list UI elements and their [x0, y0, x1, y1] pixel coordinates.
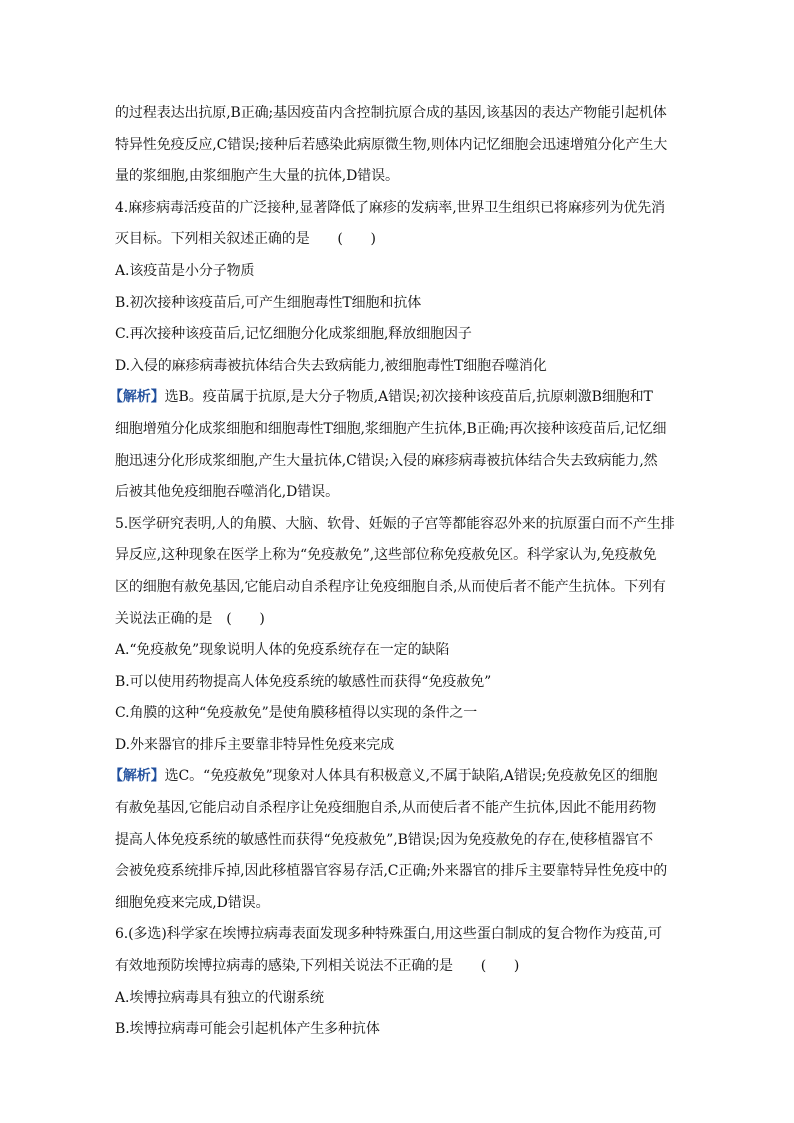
line-text: A.“免疫赦免”现象说明人体的免疫系统存在一定的缺陷: [115, 642, 450, 659]
line-text: 关说法正确的是 ( ): [115, 610, 265, 627]
text-line: [109, 382, 693, 414]
text-line: [115, 224, 693, 256]
line-text: 提高人体免疫系统的敏感性而获得“免疫赦免”,B错误;因为免疫赦免的存在,使移植器官不: [115, 831, 654, 848]
text-line: [115, 351, 693, 383]
line-text: D.入侵的麻疹病毒被抗体结合失去致病能力,被细胞毒性T细胞吞噬消化: [115, 357, 547, 374]
analysis-tag: 【解析】: [109, 768, 165, 785]
text-line: [115, 161, 693, 193]
text-line: [115, 983, 693, 1015]
line-text: 选B。疫苗属于抗原,是大分子物质,A错误;初次接种该疫苗后,抗原刺激B细胞和T: [164, 389, 653, 406]
line-text: 6.(多选)科学家在埃博拉病毒表面发现多种特殊蛋白,用这些蛋白制成的复合物作为疫苗,可: [115, 926, 662, 943]
line-text: 有效地预防埃博拉病毒的感染,下列相关说法不正确的是 ( ): [115, 958, 520, 975]
line-text: 特异性免疫反应,C错误;接种后若感染此病原微生物,则体内记忆细胞会迅速增殖分化产生大: [115, 136, 668, 153]
line-text: 有赦免基因,它能启动自杀程序让免疫细胞自杀,从而使后者不能产生抗体,因此不能用药物: [115, 800, 657, 817]
text-line: [115, 446, 693, 478]
line-text: 4.麻疹病毒活疫苗的广泛接种,显著降低了麻疹的发病率,世界卫生组织已将麻疹列为优先消: [115, 199, 666, 216]
line-text: B.埃博拉病毒可能会引起机体产生多种抗体: [115, 1021, 380, 1038]
text-line: [115, 572, 693, 604]
text-line: [115, 130, 693, 162]
text-line: [115, 698, 693, 730]
line-text: A.该疫苗是小分子物质: [115, 262, 255, 279]
line-text: 的过程表达出抗原,B正确;基因疫苗内含控制抗原合成的基因,该基因的表达产物能引起机体: [115, 105, 667, 121]
text-line: [115, 635, 693, 667]
text-line: [115, 919, 693, 951]
line-text: C.再次接种该疫苗后,记忆细胞分化成浆细胞,释放细胞因子: [115, 326, 472, 343]
line-text: A.埃博拉病毒具有独立的代谢系统: [115, 989, 324, 1006]
line-text: 异反应,这种现象在医学上称为“免疫赦免”,这些部位称免疫赦免区。科学家认为,免疫赦免: [115, 547, 657, 564]
text-line: [115, 540, 693, 572]
text-line: [115, 98, 693, 130]
line-text: 区的细胞有赦免基因,它能启动自杀程序让免疫细胞自杀,从而使后者不能产生抗体。下列有: [115, 578, 666, 595]
text-line: [115, 319, 693, 351]
text-line: [115, 604, 693, 636]
text-line: [115, 414, 693, 446]
line-text: 细胞免疫来完成,D错误。: [115, 894, 270, 911]
document-body: [109, 98, 693, 1046]
text-line: [115, 667, 693, 699]
line-text: B.初次接种该疫苗后,可产生细胞毒性T细胞和抗体: [115, 294, 422, 311]
text-line: [109, 761, 693, 793]
text-line: [115, 825, 693, 857]
line-text: 5.医学研究表明,人的角膜、大脑、软骨、妊娠的子宫等都能容忍外来的抗原蛋白而不产生排: [115, 515, 675, 532]
line-text: 胞迅速分化形成浆细胞,产生大量抗体,C错误;入侵的麻疹病毒被抗体结合失去致病能力,然: [115, 452, 658, 469]
text-line: [115, 477, 693, 509]
line-text: B.可以使用药物提高人体免疫系统的敏感性而获得“免疫赦免”: [115, 673, 492, 690]
text-line: [115, 1014, 693, 1046]
line-text: D.外来器官的排斥主要靠非特异性免疫来完成: [115, 736, 395, 753]
line-text: 后被其他免疫细胞吞噬消化,D错误。: [115, 484, 339, 501]
line-text: 选C。“免疫赦免”现象对人体具有积极意义,不属于缺陷,A错误;免疫赦免区的细胞: [164, 768, 658, 785]
text-line: [115, 509, 693, 541]
line-text: 量的浆细胞,由浆细胞产生大量的抗体,D错误。: [115, 168, 399, 185]
text-line: [115, 793, 693, 825]
line-text: C.角膜的这种“免疫赦免”是使角膜移植得以实现的条件之一: [115, 705, 478, 722]
line-text: 灭目标。下列相关叙述正确的是 ( ): [115, 231, 376, 248]
text-line: [115, 856, 693, 888]
text-line: [115, 730, 693, 762]
text-line: [115, 951, 693, 983]
line-text: 会被免疫系统排斥掉,因此移植器官容易存活,C正确;外来器官的排斥主要靠特异性免疫中的: [115, 863, 668, 880]
text-line: [115, 256, 693, 288]
text-line: [115, 888, 693, 920]
line-text: 细胞增殖分化成浆细胞和细胞毒性T细胞,浆细胞产生抗体,B正确;再次接种该疫苗后,记忆细: [115, 420, 667, 437]
text-line: [115, 288, 693, 320]
analysis-tag: 【解析】: [109, 389, 165, 406]
text-line: [115, 193, 693, 225]
